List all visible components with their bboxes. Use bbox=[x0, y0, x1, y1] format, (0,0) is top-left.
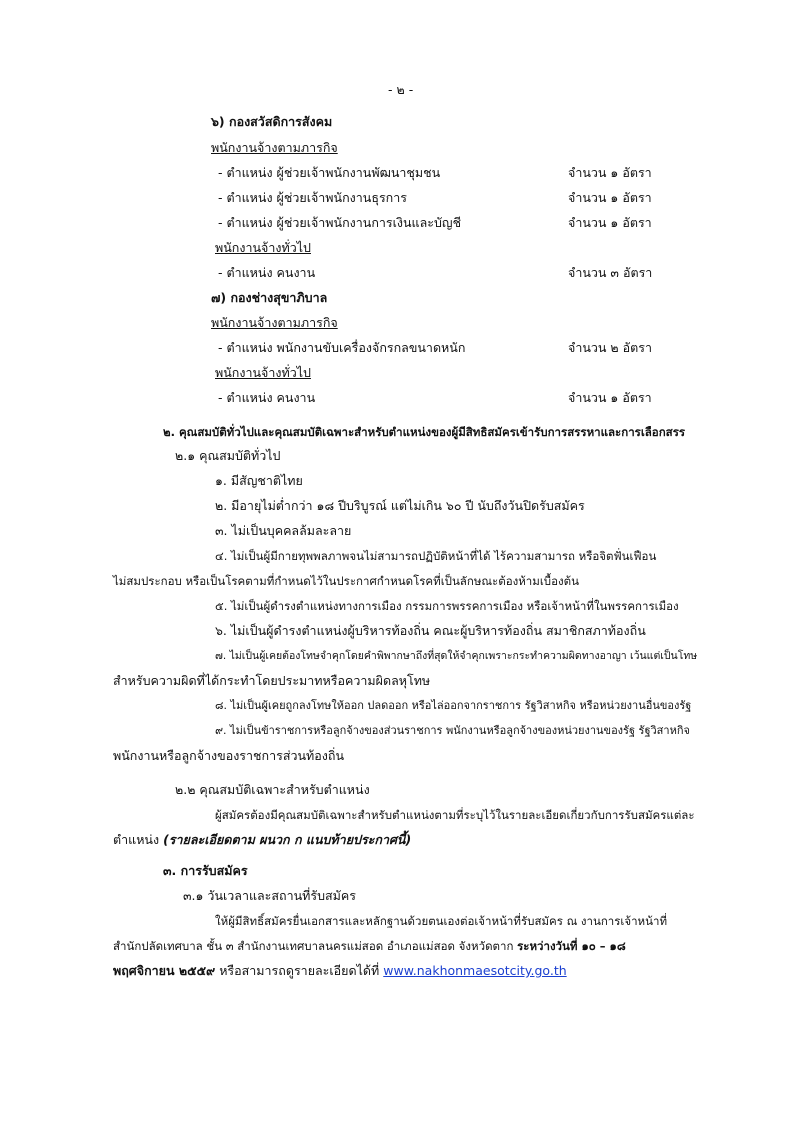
application-month: พฤศจิกายน ๒๕๕๙ bbox=[113, 963, 216, 978]
application-period: ระหว่างวันที่ ๑๐ – ๑๘ bbox=[517, 939, 626, 953]
qualification-item: ๗. ไม่เป็นผู้เคยต้องโทษจำคุกโดยคำพิพากษาถึงที่สุดให้จำคุกเพราะกระทำความผิดทางอาญา เว้นแต่เป็นโทษ bbox=[215, 650, 698, 662]
section-6-title: ๖) กองสวัสดิการสังคม bbox=[211, 114, 333, 129]
section-6-mission-group: พนักงานจ้างตามภารกิจ bbox=[211, 140, 338, 155]
qualification-item: ๔. ไม่เป็นผู้มีกายทุพพลภาพจนไม่สามารถปฏิบัติหน้าที่ได้ ไร้ความสามารถ หรือจิตฟั่นเฟือน bbox=[215, 549, 657, 563]
qualification-item: ๑. มีสัญชาติไทย bbox=[215, 473, 303, 488]
website-link[interactable]: www.nakhonmaesotcity.go.th bbox=[383, 963, 567, 978]
qualification-item-continuation: พนักงานหรือลูกจ้างของราชการส่วนท้องถิ่น bbox=[113, 748, 344, 763]
specific-qualifications-text: ผู้สมัครต้องมีคุณสมบัติเฉพาะสำหรับตำแหน่งตามที่ระบุไว้ในรายละเอียดเกี่ยวกับการรับสมัครแต่ละ bbox=[215, 808, 695, 822]
application-text: ให้ผู้มีสิทธิ์สมัครยื่นเอกสารและหลักฐานด้วยตนเองต่อเจ้าหน้าที่รับสมัคร ณ งานการเจ้าหน้าที่ bbox=[215, 914, 668, 928]
position-line: - ตำแหน่ง ผู้ช่วยเจ้าพนักงานธุรการ bbox=[218, 190, 407, 205]
qualification-item: ๒. มีอายุไม่ต่ำกว่า ๑๘ ปีบริบูรณ์ แต่ไม่เกิน ๖๐ ปี นับถึงวันปิดรับสมัคร bbox=[215, 498, 585, 513]
application-location: สำนักปลัดเทศบาล ชั้น ๓ สำนักงานเทศบาลนครแม่สอด อำเภอแม่สอด จังหวัดตาก bbox=[113, 939, 514, 953]
general-qualifications-heading: ๒.๑ คุณสมบัติทั่วไป bbox=[175, 448, 281, 463]
page-number: - ๒ - bbox=[388, 82, 414, 97]
qualification-item: ๙. ไม่เป็นข้าราชการหรือลูกจ้างของส่วนราชการ พนักงานหรือลูกจ้างของหน่วยงานของรัฐ รัฐวิสาหกิจ bbox=[215, 724, 690, 737]
application-heading: ๓. การรับสมัคร bbox=[163, 863, 248, 878]
section-6-general-group: พนักงานจ้างทั่วไป bbox=[215, 240, 311, 255]
section-7-general-group: พนักงานจ้างทั่วไป bbox=[215, 365, 311, 380]
specific-qualifications-heading: ๒.๒ คุณสมบัติเฉพาะสำหรับตำแหน่ง bbox=[175, 782, 370, 797]
specific-qualifications-text-2 bbox=[113, 832, 411, 848]
qualifications-heading: ๒. คุณสมบัติทั่วไปและคุณสมบัติเฉพาะสำหรับตำแหน่งของผู้มีสิทธิสมัครเข้ารับการสรรหาและการเลือกสรร bbox=[163, 425, 686, 439]
application-sub-heading: ๓.๑ วันเวลาและสถานที่รับสมัคร bbox=[183, 888, 356, 903]
section-7-title: ๗) กองช่างสุขาภิบาล bbox=[211, 290, 328, 305]
application-details-text: หรือสามารถดูรายละเอียดได้ที่ bbox=[219, 963, 380, 978]
application-text-3 bbox=[113, 963, 567, 979]
position-line: - ตำแหน่ง ผู้ช่วยเจ้าพนักงานพัฒนาชุมชน bbox=[218, 165, 441, 180]
position-line: - ตำแหน่ง คนงาน bbox=[218, 390, 316, 405]
position-count: จำนวน ๑ อัตรา bbox=[568, 215, 652, 230]
qualification-item: ๘. ไม่เป็นผู้เคยถูกลงโทษให้ออก ปลดออก หรือไล่ออกจากราชการ รัฐวิสาหกิจ หรือหน่วยงานอื่นของรัฐ bbox=[215, 699, 692, 712]
qualification-item: ๖. ไม่เป็นผู้ดำรงตำแหน่งผู้บริหารท้องถิ่น คณะผู้บริหารท้องถิ่น สมาชิกสภาท้องถิ่น bbox=[215, 623, 646, 638]
appendix-reference: (รายละเอียดตาม ผนวก ก แนบท้ายประกาศนี้) bbox=[163, 832, 412, 847]
position-line: - ตำแหน่ง พนักงานขับเครื่องจักรกลขนาดหนัก bbox=[218, 340, 466, 355]
qualification-item-continuation: สำหรับความผิดที่ได้กระทำโดยประมาทหรือความผิดลหุโทษ bbox=[113, 673, 431, 688]
specific-prefix: ตำแหน่ง bbox=[113, 832, 160, 847]
position-count: จำนวน ๓ อัตรา bbox=[568, 265, 653, 280]
position-line: - ตำแหน่ง ผู้ช่วยเจ้าพนักงานการเงินและบัญชี bbox=[218, 215, 462, 230]
qualification-item: ๕. ไม่เป็นผู้ดำรงตำแหน่งทางการเมือง กรรมการพรรคการเมือง หรือเจ้าหน้าที่ในพรรคการเมือง bbox=[215, 599, 679, 613]
position-count: จำนวน ๑ อัตรา bbox=[568, 190, 652, 205]
position-count: จำนวน ๒ อัตรา bbox=[568, 340, 652, 355]
position-line: - ตำแหน่ง คนงาน bbox=[218, 265, 316, 280]
section-7-mission-group: พนักงานจ้างตามภารกิจ bbox=[211, 315, 338, 330]
position-count: จำนวน ๑ อัตรา bbox=[568, 165, 652, 180]
qualification-item: ๓. ไม่เป็นบุคคลล้มละลาย bbox=[215, 523, 352, 538]
position-count: จำนวน ๑ อัตรา bbox=[568, 390, 652, 405]
qualification-item-continuation: ไม่สมประกอบ หรือเป็นโรคตามที่กำหนดไว้ในประกาศกำหนดโรคที่เป็นลักษณะต้องห้ามเบื้องต้น bbox=[113, 574, 579, 588]
application-text-2 bbox=[113, 938, 626, 954]
